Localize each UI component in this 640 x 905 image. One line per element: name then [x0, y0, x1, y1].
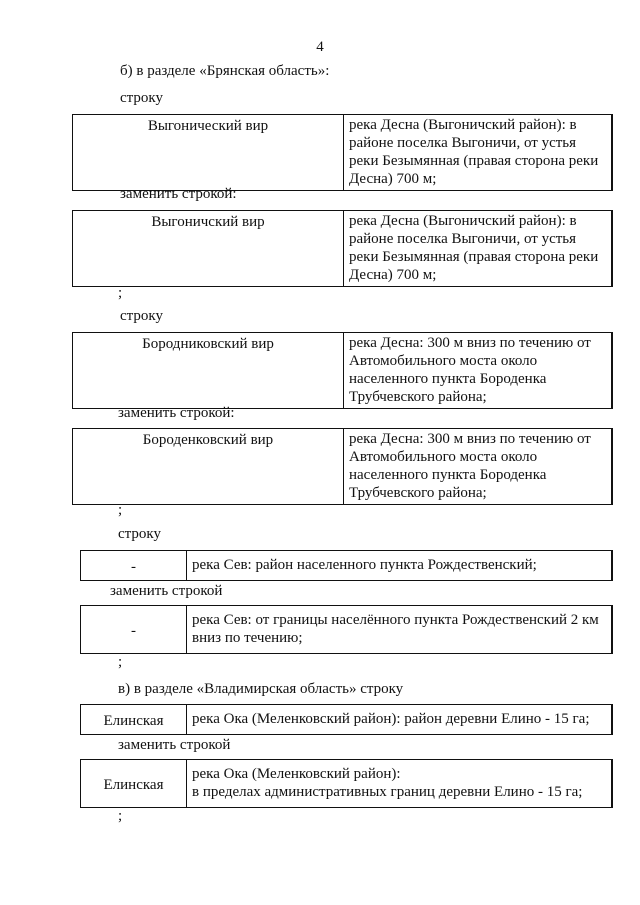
desc-line: река Десна (Выгоничский район): в — [349, 213, 577, 229]
desc-line: Десна) 700 м; — [349, 171, 437, 187]
table-elino-old — [80, 704, 613, 735]
desc-line: населенного пункта Бороденка — [349, 467, 547, 483]
semicolon: ; — [118, 654, 123, 670]
desc-line: районе поселка Выгоничи, от устья — [349, 135, 577, 151]
row-label: строку — [118, 526, 161, 542]
desc-line: река Десна: 300 м вниз по течению от — [349, 335, 591, 351]
desc-line: населенного пункта Бороденка — [349, 371, 547, 387]
section-c-heading: в) в разделе «Владимирская область» строку — [118, 681, 404, 697]
table-cell-name: Елинская — [81, 760, 187, 808]
desc-line: вниз по течению; — [192, 630, 303, 646]
desc-line: река Сев: от границы населённого пункта Рождественский 2 км — [192, 612, 599, 628]
desc-line: реки Безымянная (правая сторона реки — [349, 153, 599, 169]
table-sev-new — [80, 605, 613, 654]
table-borodenka-old — [72, 332, 613, 409]
desc-line: районе поселка Выгоничи, от устья — [349, 231, 577, 247]
desc-line: Автомобильного моста около — [349, 449, 538, 465]
desc-line: река Ока (Меленковский район): — [192, 766, 401, 782]
table-cell-name: - — [81, 551, 187, 581]
table-cell-name: Выгонический вир — [73, 115, 344, 191]
row-label: строку — [120, 308, 163, 324]
table-cell-name: Бородниковский вир — [73, 333, 344, 409]
section-b-heading: б) в разделе «Брянская область»: — [120, 63, 330, 79]
row-label: строку — [120, 90, 163, 106]
semicolon: ; — [118, 502, 123, 518]
replace-label: заменить строкой — [110, 583, 223, 599]
desc-line: Автомобильного моста около — [349, 353, 538, 369]
table-elino-new — [80, 759, 613, 808]
table-cell-description — [344, 115, 613, 191]
desc-line: в пределах административных границ деревни Елино - 15 га; — [192, 784, 583, 800]
table-cell-name: Бороденковский вир — [73, 429, 344, 505]
table-cell-name: Выгоничский вир — [73, 211, 344, 287]
desc-line: река Десна (Выгоничский район): в — [349, 117, 577, 133]
desc-line: Трубчевского района; — [349, 485, 487, 501]
desc-line: Трубчевского района; — [349, 389, 487, 405]
desc-line: реки Безымянная (правая сторона реки — [349, 249, 599, 265]
replace-label: заменить строкой — [118, 737, 231, 753]
semicolon: ; — [118, 808, 123, 824]
table-vygonichi-old — [72, 114, 613, 191]
table-cell-description — [187, 606, 613, 654]
table-vygonichi-new — [72, 210, 613, 287]
table-cell-description — [344, 333, 613, 409]
table-cell-description — [187, 551, 613, 581]
table-borodenka-new — [72, 428, 613, 505]
semicolon: ; — [118, 285, 123, 301]
table-cell-name: Елинская — [81, 705, 187, 735]
table-cell-description — [187, 760, 613, 808]
table-cell-description — [344, 429, 613, 505]
table-cell-description — [344, 211, 613, 287]
table-sev-old — [80, 550, 613, 581]
page-number: 4 — [316, 39, 324, 55]
replace-label: заменить строкой: — [120, 186, 237, 202]
desc-line: Десна) 700 м; — [349, 267, 437, 283]
replace-label: заменить строкой: — [118, 405, 235, 421]
desc-line: река Десна: 300 м вниз по течению от — [349, 431, 591, 447]
desc-line: река Ока (Меленковский район): район деревни Елино - 15 га; — [192, 711, 590, 727]
desc-line: река Сев: район населенного пункта Рождественский; — [192, 557, 537, 573]
table-cell-name: - — [81, 606, 187, 654]
table-cell-description — [187, 705, 613, 735]
